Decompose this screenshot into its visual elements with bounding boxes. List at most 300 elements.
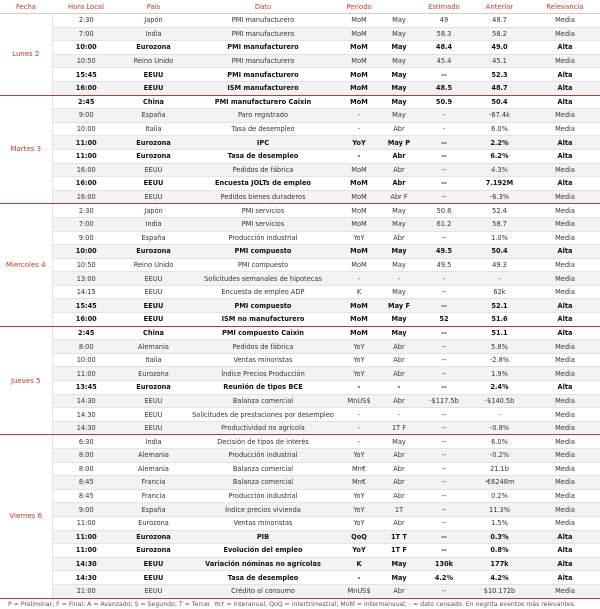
- cell-hora: 8:45: [52, 476, 120, 490]
- cell-periodo: May: [379, 81, 419, 95]
- cell-dato: PMI manufacturero Caixin: [187, 95, 339, 109]
- cell-hora: 6:30: [52, 435, 120, 449]
- cell-unidad: K: [339, 285, 379, 299]
- cell-hora: 15:45: [52, 299, 120, 313]
- cell-pais: EEUU: [120, 394, 187, 408]
- cell-unidad: YoY: [339, 136, 379, 150]
- cell-dato: Reunión de tipos BCE: [187, 381, 339, 395]
- cell-relevancia: Media: [530, 353, 600, 367]
- cell-dato: Pedidos de fábrica: [187, 340, 339, 354]
- cell-periodo: May F: [379, 299, 419, 313]
- cell-estimado: 52: [419, 313, 469, 327]
- cell-hora: 14:30: [52, 571, 120, 585]
- table-row: [0, 204, 600, 218]
- cell-relevancia: Media: [530, 190, 600, 204]
- cell-periodo: 1T F: [379, 544, 419, 558]
- cell-hora: 10:00: [52, 353, 120, 367]
- cell-unidad: Mn€: [339, 462, 379, 476]
- cell-anterior: 5.8%: [469, 340, 530, 354]
- cell-pais: China: [120, 95, 187, 109]
- table-row: [0, 41, 600, 55]
- cell-hora: 9:00: [52, 109, 120, 123]
- cell-relevancia: Alta: [530, 41, 600, 55]
- cell-anterior: -: [469, 408, 530, 422]
- day-label: Miercoles 4: [0, 204, 52, 326]
- cell-periodo: May: [379, 435, 419, 449]
- cell-dato: Variación nóminas no agrícolas: [187, 557, 339, 571]
- cell-unidad: MoM: [339, 258, 379, 272]
- footer-note: P = Preliminar; F = Final; A = Avanzado; S = Segundo; T = Tercer. YoY = interanual; QoQ = intertrimestral; MoM = intermensual; - = dato censado. En negrita eventos más relevantes.: [8, 600, 576, 608]
- cell-hora: 10:50: [52, 258, 120, 272]
- cell-relevancia: Alta: [530, 177, 600, 191]
- cell-pais: EEUU: [120, 68, 187, 82]
- cell-pais: Eurozona: [120, 367, 187, 381]
- cell-estimado: 49.5: [419, 245, 469, 259]
- table-row: [0, 421, 600, 435]
- cell-unidad: MoM: [339, 68, 379, 82]
- cell-estimado: --: [419, 149, 469, 163]
- cell-anterior: 4.2%: [469, 571, 530, 585]
- cell-hora: 8:00: [52, 340, 120, 354]
- cell-pais: Japón: [120, 14, 187, 28]
- cell-pais: Reino Unido: [120, 54, 187, 68]
- cell-periodo: Abr: [379, 340, 419, 354]
- cell-hora: 2:45: [52, 326, 120, 340]
- cell-unidad: YoY: [339, 367, 379, 381]
- cell-anterior: -67.4k: [469, 109, 530, 123]
- cell-periodo: Abr: [379, 177, 419, 191]
- cell-periodo: May: [379, 258, 419, 272]
- cell-relevancia: Media: [530, 272, 600, 286]
- cell-unidad: MoM: [339, 14, 379, 28]
- cell-hora: 11:00: [52, 544, 120, 558]
- day-label: Martes 3: [0, 95, 52, 204]
- cell-anterior: 0.2%: [469, 489, 530, 503]
- cell-relevancia: Alta: [530, 571, 600, 585]
- cell-estimado: --: [419, 476, 469, 490]
- cell-estimado: 58.3: [419, 27, 469, 41]
- cell-dato: Tasa de desempleo: [187, 149, 339, 163]
- cell-anterior: 51.1: [469, 326, 530, 340]
- cell-anterior: 21.1b: [469, 462, 530, 476]
- cell-relevancia: Media: [530, 204, 600, 218]
- cell-pais: EEUU: [120, 81, 187, 95]
- cell-periodo: May: [379, 95, 419, 109]
- cell-pais: Italia: [120, 353, 187, 367]
- cell-unidad: YoY: [339, 340, 379, 354]
- cell-hora: 16:00: [52, 190, 120, 204]
- cell-periodo: May: [379, 313, 419, 327]
- table-row: [0, 367, 600, 381]
- cell-pais: Alemania: [120, 449, 187, 463]
- cell-estimado: 50.9: [419, 95, 469, 109]
- cell-pais: EEUU: [120, 584, 187, 598]
- cell-pais: Francia: [120, 489, 187, 503]
- table-row: [0, 408, 600, 422]
- cell-anterior: $10.172b: [469, 584, 530, 598]
- cell-dato: Tasa de desempleo: [187, 122, 339, 136]
- cell-anterior: 52.3: [469, 68, 530, 82]
- cell-unidad: -: [339, 571, 379, 585]
- cell-relevancia: Media: [530, 285, 600, 299]
- cell-relevancia: Media: [530, 54, 600, 68]
- cell-relevancia: Media: [530, 503, 600, 517]
- cell-periodo: May: [379, 41, 419, 55]
- cell-pais: EEUU: [120, 313, 187, 327]
- cell-anterior: 49.0: [469, 41, 530, 55]
- cell-pais: China: [120, 326, 187, 340]
- cell-dato: Balanza comercial: [187, 394, 339, 408]
- cell-dato: Balanza comercial: [187, 462, 339, 476]
- cell-anterior: 58.7: [469, 217, 530, 231]
- cell-dato: Balanza comercial: [187, 476, 339, 490]
- cell-pais: Eurozona: [120, 530, 187, 544]
- cell-hora: 14:30: [52, 394, 120, 408]
- cell-periodo: Abr: [379, 367, 419, 381]
- cell-pais: EEUU: [120, 408, 187, 422]
- cell-relevancia: Media: [530, 258, 600, 272]
- cell-pais: Eurozona: [120, 245, 187, 259]
- cell-pais: Francia: [120, 476, 187, 490]
- cell-unidad: MoM: [339, 95, 379, 109]
- table-row: [0, 584, 600, 598]
- cell-periodo: -: [379, 272, 419, 286]
- cell-dato: ISM manufacturero: [187, 81, 339, 95]
- cell-estimado: --: [419, 353, 469, 367]
- cell-anterior: 48.7: [469, 14, 530, 28]
- cell-estimado: --: [419, 177, 469, 191]
- cell-periodo: Abr: [379, 516, 419, 530]
- cell-pais: España: [120, 109, 187, 123]
- cell-periodo: May: [379, 54, 419, 68]
- cell-periodo: May: [379, 326, 419, 340]
- cell-periodo: 1T T: [379, 530, 419, 544]
- cell-hora: 10:00: [52, 41, 120, 55]
- cell-dato: Producción industrial: [187, 449, 339, 463]
- cell-relevancia: Media: [530, 394, 600, 408]
- cell-dato: PMI servicios: [187, 204, 339, 218]
- cell-unidad: -: [339, 122, 379, 136]
- cell-estimado: --: [419, 381, 469, 395]
- table-row: [0, 381, 600, 395]
- cell-anterior: -6.3%: [469, 190, 530, 204]
- cell-anterior: -0.2%: [469, 449, 530, 463]
- table-row: [0, 136, 600, 150]
- cell-unidad: -: [339, 109, 379, 123]
- table-row: [0, 190, 600, 204]
- cell-hora: 16:00: [52, 81, 120, 95]
- cell-pais: EEUU: [120, 421, 187, 435]
- cell-dato: PMI manufacturero: [187, 14, 339, 28]
- cell-unidad: MnUS$: [339, 584, 379, 598]
- cell-relevancia: Alta: [530, 68, 600, 82]
- cell-hora: 2:30: [52, 14, 120, 28]
- cell-unidad: -: [339, 149, 379, 163]
- cell-dato: Solicitudes semanales de hipotecas: [187, 272, 339, 286]
- cell-anterior: 1.5%: [469, 516, 530, 530]
- cell-unidad: MnUS$: [339, 394, 379, 408]
- cell-estimado: --: [419, 421, 469, 435]
- cell-dato: Solicitudes de prestaciones por desempleo: [187, 408, 339, 422]
- cell-hora: 13:00: [52, 272, 120, 286]
- cell-dato: PMI compuesto: [187, 245, 339, 259]
- cell-periodo: May: [379, 217, 419, 231]
- cell-dato: Índice precios vivienda: [187, 503, 339, 517]
- cell-pais: Eurozona: [120, 41, 187, 55]
- table-row: [0, 544, 600, 558]
- cell-hora: 14:30: [52, 421, 120, 435]
- table-row: [0, 326, 600, 340]
- day-label: Viernes 6: [0, 435, 52, 598]
- cell-periodo: May: [379, 27, 419, 41]
- cell-relevancia: Media: [530, 14, 600, 28]
- cell-pais: India: [120, 27, 187, 41]
- cell-periodo: May: [379, 245, 419, 259]
- cell-relevancia: Media: [530, 476, 600, 490]
- day-label: Jueves 5: [0, 326, 52, 435]
- cell-pais: EEUU: [120, 190, 187, 204]
- table-row: [0, 95, 600, 109]
- cell-anterior: 62k: [469, 285, 530, 299]
- cell-hora: 8:00: [52, 462, 120, 476]
- cell-anterior: -: [469, 272, 530, 286]
- table-row: [0, 476, 600, 490]
- table-row: [0, 530, 600, 544]
- cell-relevancia: Media: [530, 516, 600, 530]
- cell-pais: Eurozona: [120, 544, 187, 558]
- cell-hora: 14:15: [52, 285, 120, 299]
- cell-dato: Crédito al consumo: [187, 584, 339, 598]
- cell-dato: Paro registrado: [187, 109, 339, 123]
- cell-estimado: --: [419, 584, 469, 598]
- table-row: [0, 149, 600, 163]
- cell-unidad: -: [339, 408, 379, 422]
- cell-periodo: Abr: [379, 462, 419, 476]
- cell-estimado: --: [419, 516, 469, 530]
- table-row: [0, 571, 600, 585]
- cell-periodo: Abr: [379, 584, 419, 598]
- cell-unidad: MoM: [339, 81, 379, 95]
- table-row: [0, 394, 600, 408]
- cell-dato: Pedidos bienes duraderos: [187, 190, 339, 204]
- cell-estimado: --: [419, 449, 469, 463]
- cell-dato: Productividad no agrícola: [187, 421, 339, 435]
- cell-relevancia: Media: [530, 449, 600, 463]
- cell-relevancia: Alta: [530, 381, 600, 395]
- cell-pais: Alemania: [120, 340, 187, 354]
- cell-hora: 11:00: [52, 367, 120, 381]
- cell-relevancia: Alta: [530, 326, 600, 340]
- cell-estimado: --: [419, 544, 469, 558]
- cell-pais: India: [120, 435, 187, 449]
- cell-anterior: 48.7: [469, 81, 530, 95]
- header-estimado: Estimado: [419, 0, 469, 14]
- table-row: [0, 258, 600, 272]
- cell-relevancia: Media: [530, 408, 600, 422]
- cell-periodo: May: [379, 285, 419, 299]
- cell-relevancia: Media: [530, 217, 600, 231]
- cell-anterior: 58.2: [469, 27, 530, 41]
- cell-estimado: -: [419, 109, 469, 123]
- cell-unidad: -: [339, 381, 379, 395]
- cell-relevancia: Media: [530, 489, 600, 503]
- cell-estimado: -: [419, 122, 469, 136]
- cell-estimado: --: [419, 340, 469, 354]
- cell-dato: Tasa de desempleo: [187, 571, 339, 585]
- cell-dato: Producción industrial: [187, 231, 339, 245]
- table-row: [0, 231, 600, 245]
- cell-anterior: 177k: [469, 557, 530, 571]
- cell-anterior: 1.0%: [469, 231, 530, 245]
- cell-periodo: Abr: [379, 149, 419, 163]
- table-row: [0, 245, 600, 259]
- cell-hora: 9:00: [52, 503, 120, 517]
- table-row: [0, 27, 600, 41]
- cell-periodo: 1T: [379, 503, 419, 517]
- cell-unidad: MoM: [339, 190, 379, 204]
- cell-pais: Reino Unido: [120, 258, 187, 272]
- cell-pais: India: [120, 217, 187, 231]
- cell-periodo: Abr: [379, 476, 419, 490]
- table-row: [0, 54, 600, 68]
- cell-periodo: Abr: [379, 394, 419, 408]
- cell-estimado: 48.5: [419, 81, 469, 95]
- header-periodo: Periodo: [339, 0, 379, 14]
- cell-periodo: -: [379, 408, 419, 422]
- cell-anterior: 6.0%: [469, 435, 530, 449]
- cell-anterior: -$140.5b: [469, 394, 530, 408]
- cell-hora: 10:00: [52, 122, 120, 136]
- cell-pais: EEUU: [120, 177, 187, 191]
- cell-pais: EEUU: [120, 557, 187, 571]
- cell-anterior: 45.1: [469, 54, 530, 68]
- cell-hora: 8:45: [52, 489, 120, 503]
- cell-hora: 2:30: [52, 204, 120, 218]
- cell-estimado: --: [419, 530, 469, 544]
- cell-hora: 11:00: [52, 136, 120, 150]
- table-row: [0, 272, 600, 286]
- table-row: [0, 177, 600, 191]
- cell-estimado: --: [419, 299, 469, 313]
- cell-anterior: 6.0%: [469, 122, 530, 136]
- cell-unidad: K: [339, 557, 379, 571]
- cell-pais: Eurozona: [120, 516, 187, 530]
- cell-hora: 11:00: [52, 516, 120, 530]
- cell-pais: España: [120, 503, 187, 517]
- cell-hora: 15:45: [52, 68, 120, 82]
- cell-relevancia: Alta: [530, 149, 600, 163]
- table-row: [0, 109, 600, 123]
- cell-anterior: 2.4%: [469, 381, 530, 395]
- cell-hora: 16:00: [52, 177, 120, 191]
- cell-dato: PMI manufacturero: [187, 68, 339, 82]
- cell-pais: EEUU: [120, 285, 187, 299]
- cell-relevancia: Media: [530, 231, 600, 245]
- cell-estimado: 61.2: [419, 217, 469, 231]
- cell-relevancia: Alta: [530, 530, 600, 544]
- header-periodo-2: [379, 0, 419, 14]
- cell-periodo: Abr: [379, 449, 419, 463]
- cell-pais: Japón: [120, 204, 187, 218]
- cell-relevancia: Media: [530, 27, 600, 41]
- cell-relevancia: Alta: [530, 136, 600, 150]
- cell-pais: EEUU: [120, 571, 187, 585]
- cell-periodo: May: [379, 68, 419, 82]
- table-row: [0, 516, 600, 530]
- cell-estimado: 130k: [419, 557, 469, 571]
- cell-periodo: May: [379, 557, 419, 571]
- cell-periodo: Abr: [379, 163, 419, 177]
- cell-anterior: 49.3: [469, 258, 530, 272]
- cell-anterior: 52.4: [469, 204, 530, 218]
- cell-dato: PMI manufacturero: [187, 41, 339, 55]
- cell-hora: 14:30: [52, 557, 120, 571]
- cell-dato: PIB: [187, 530, 339, 544]
- cell-hora: 21:00: [52, 584, 120, 598]
- cell-estimado: --: [419, 68, 469, 82]
- cell-hora: 7:00: [52, 217, 120, 231]
- cell-anterior: -2.8%: [469, 353, 530, 367]
- cell-unidad: MoM: [339, 245, 379, 259]
- cell-hora: 7:00: [52, 27, 120, 41]
- cell-anterior: 2.2%: [469, 136, 530, 150]
- cell-anterior: 50.4: [469, 245, 530, 259]
- cell-estimado: 45.4: [419, 54, 469, 68]
- cell-hora: 16:00: [52, 313, 120, 327]
- cell-periodo: May: [379, 571, 419, 585]
- cell-unidad: YoY: [339, 516, 379, 530]
- cell-periodo: Abr F: [379, 190, 419, 204]
- cell-periodo: Abr: [379, 353, 419, 367]
- cell-hora: 11:00: [52, 149, 120, 163]
- header-relevancia: Relevancia: [530, 0, 600, 14]
- cell-dato: Evolución del empleo: [187, 544, 339, 558]
- cell-unidad: MoM: [339, 177, 379, 191]
- cell-hora: 10:00: [52, 245, 120, 259]
- cell-pais: EEUU: [120, 299, 187, 313]
- cell-relevancia: Alta: [530, 95, 600, 109]
- cell-periodo: May P: [379, 136, 419, 150]
- cell-unidad: -: [339, 421, 379, 435]
- cell-unidad: QoQ: [339, 530, 379, 544]
- cell-anterior: -€6248m: [469, 476, 530, 490]
- cell-dato: PMI servicios: [187, 217, 339, 231]
- cell-anterior: 0.3%: [469, 530, 530, 544]
- cell-pais: EEUU: [120, 163, 187, 177]
- cell-unidad: MoM: [339, 217, 379, 231]
- cell-periodo: 1T F: [379, 421, 419, 435]
- cell-dato: Pedidos de fábrica: [187, 163, 339, 177]
- cell-dato: Producción industrial: [187, 489, 339, 503]
- cell-pais: Alemania: [120, 462, 187, 476]
- table-row: [0, 217, 600, 231]
- cell-relevancia: Media: [530, 163, 600, 177]
- cell-periodo: May: [379, 109, 419, 123]
- cell-dato: Índice Precios Producción: [187, 367, 339, 381]
- cell-pais: EEUU: [120, 272, 187, 286]
- cell-estimado: -$117.5b: [419, 394, 469, 408]
- cell-periodo: May: [379, 14, 419, 28]
- cell-anterior: 1.9%: [469, 367, 530, 381]
- cell-relevancia: Media: [530, 109, 600, 123]
- table-row: [0, 81, 600, 95]
- cell-unidad: Mn€: [339, 476, 379, 490]
- cell-unidad: MoM: [339, 41, 379, 55]
- table-row: [0, 340, 600, 354]
- calendar-body: [0, 14, 600, 599]
- table-row: [0, 68, 600, 82]
- header-pais: País: [120, 0, 187, 14]
